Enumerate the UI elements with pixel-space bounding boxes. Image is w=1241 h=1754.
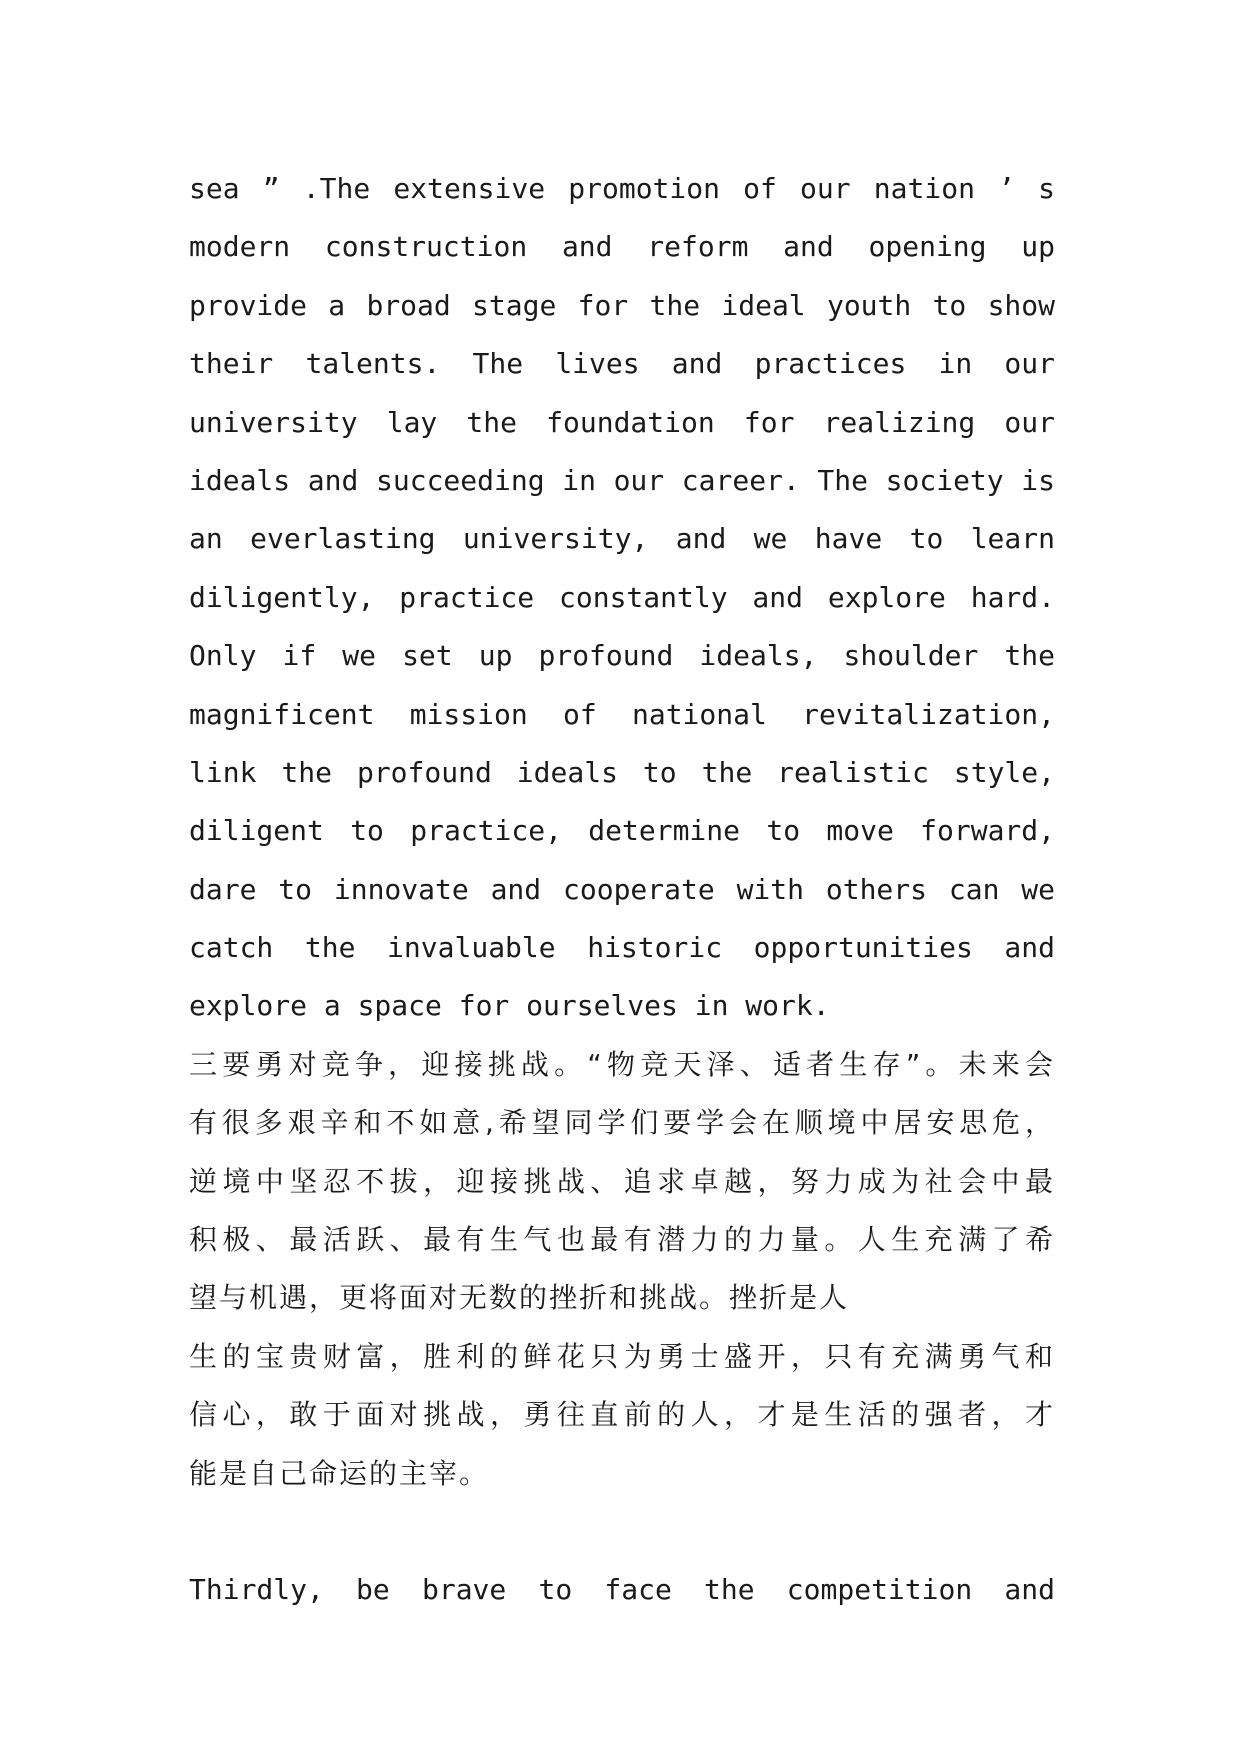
- text-line: 逆境中坚忍不拔，迎接挑战、追求卓越，努力成为社会中最: [189, 1164, 1055, 1198]
- text-line: Thirdly, be brave to face the competition and: [189, 1573, 1055, 1607]
- text-line: magnificent mission of national revitalization,: [189, 697, 1055, 731]
- text-line: 有很多艰辛和不如意,希望同学们要学会在顺境中居安思危，: [189, 1106, 1055, 1140]
- text-line: modern construction and reform and opening up: [189, 230, 1055, 264]
- text-line: Only if we set up profound ideals, shoulder the: [189, 639, 1055, 673]
- document-body: [189, 160, 1055, 1620]
- text-line: catch the invaluable historic opportunities and: [189, 931, 1055, 965]
- text-line: provide a broad stage for the ideal youth to show: [189, 288, 1055, 322]
- text-line: link the profound ideals to the realistic style,: [189, 755, 1055, 789]
- text-line: diligently, practice constantly and explore hard.: [189, 580, 1055, 614]
- blank-line: [189, 1503, 1055, 1561]
- text-line: 望与机遇，更将面对无数的挫折和挑战。挫折是人: [189, 1281, 850, 1315]
- text-line: 积极、最活跃、最有生气也最有潜力的力量。人生充满了希: [189, 1223, 1055, 1257]
- text-line: 生的宝贵财富，胜利的鲜花只为勇士盛开，只有充满勇气和: [189, 1339, 1055, 1373]
- text-line: 信心，敢于面对挑战，勇往直前的人，才是生活的强者，才: [189, 1398, 1055, 1432]
- text-line: explore a space for ourselves in work.: [189, 989, 830, 1023]
- text-line: dare to innovate and cooperate with others can we: [189, 872, 1055, 906]
- text-line: university lay the foundation for realizing our: [189, 405, 1055, 439]
- text-line: an everlasting university, and we have to learn: [189, 522, 1055, 556]
- text-line: 能是自己命运的主宰。: [189, 1456, 490, 1490]
- text-line: their talents. The lives and practices in our: [189, 347, 1055, 381]
- text-line: sea ” .The extensive promotion of our nation ’ s: [189, 172, 1055, 205]
- text-line: ideals and succeeding in our career. The society is: [189, 463, 1055, 497]
- text-line: 三要勇对竞争，迎接挑战。“物竞天泽、适者生存”。未来会: [189, 1047, 1055, 1081]
- text-line: diligent to practice, determine to move forward,: [189, 814, 1055, 848]
